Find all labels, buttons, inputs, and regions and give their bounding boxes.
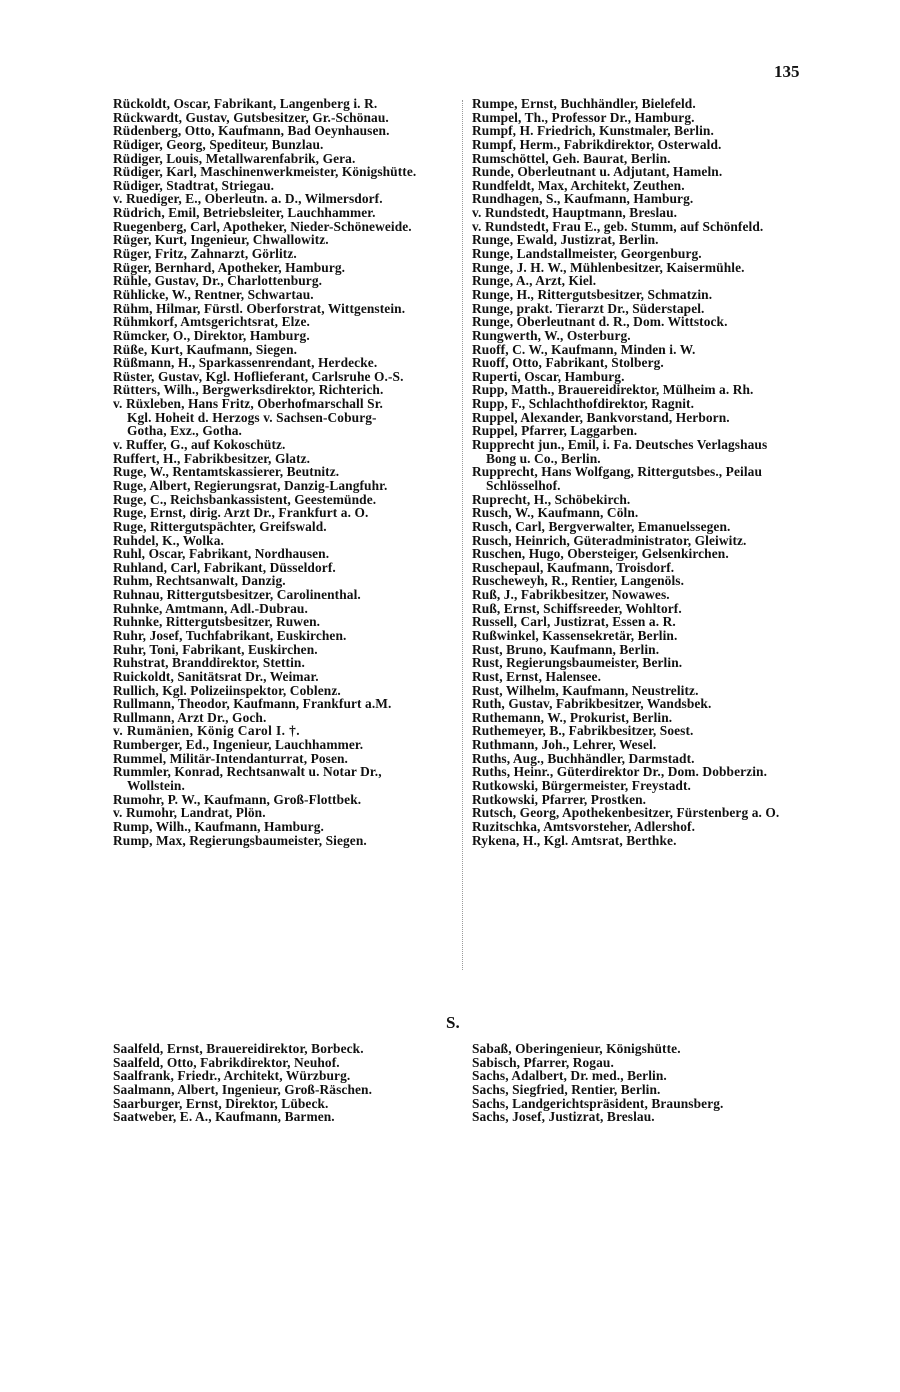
- entry-line: Rüdenberg, Otto, Kaufmann, Bad Oeynhausen.: [113, 123, 390, 139]
- entry-line: Ruhnau, Rittergutsbesitzer, Carolinenthal.: [113, 587, 361, 603]
- entry-line: Ruhm, Rechtsanwalt, Danzig.: [113, 573, 286, 589]
- directory-entry: [113, 465, 458, 479]
- entry-line: Rumpf, Herm., Fabrikdirektor, Osterwald.: [472, 136, 722, 152]
- directory-entry: [113, 711, 458, 725]
- entry-continuation-line: Bong u. Co., Berlin.: [486, 450, 601, 466]
- entry-line: Rupp, F., Schlachthofdirektor, Ragnit.: [472, 396, 695, 412]
- entry-line: Rust, Bruno, Kaufmann, Berlin.: [472, 641, 660, 657]
- directory-entry: [472, 111, 817, 125]
- entry-line: Saalmann, Albert, Ingenieur, Groß-Räschen.: [113, 1081, 373, 1097]
- directory-entry: [472, 1069, 817, 1083]
- entry-line: Rullmann, Theodor, Kaufmann, Frankfurt a.M.: [113, 696, 392, 712]
- directory-entry: [472, 315, 817, 329]
- entry-line: Rummler, Konrad, Rechtsanwalt u. Notar Dr.,: [113, 764, 382, 780]
- entry-line: Ruß, Ernst, Schiffsreeder, Wohltorf.: [472, 600, 682, 616]
- entry-line: Rühle, Gustav, Dr., Charlottenburg.: [113, 273, 323, 289]
- directory-entry: [472, 206, 817, 220]
- directory-entry: [472, 383, 817, 397]
- entry-line: Sabaß, Oberingenieur, Königshütte.: [472, 1041, 681, 1056]
- directory-entry: [113, 656, 458, 670]
- directory-entry: [113, 192, 458, 206]
- entry-line: Saalfeld, Ernst, Brauereidirektor, Borbeck.: [113, 1041, 364, 1056]
- entry-line: v. Rundstedt, Hauptmann, Breslau.: [472, 205, 678, 221]
- directory-entry: [113, 506, 458, 520]
- directory-entry: [472, 302, 817, 316]
- entry-line: Runge, Landstallmeister, Georgenburg.: [472, 246, 702, 262]
- directory-entry: [113, 124, 458, 138]
- directory-entry: [472, 765, 817, 779]
- directory-entry: [472, 670, 817, 684]
- directory-entry: [472, 561, 817, 575]
- entry-line: Rupprecht jun., Emil, i. Fa. Deutsches Verlagshaus: [472, 437, 768, 453]
- entry-line: Sachs, Siegfried, Rentier, Berlin.: [472, 1081, 661, 1097]
- entry-line: Ruhnke, Rittergutsbesitzer, Ruwen.: [113, 614, 321, 630]
- entry-line: Ruth, Gustav, Fabrikbesitzer, Wandsbek.: [472, 696, 712, 712]
- directory-entry: [113, 793, 458, 807]
- directory-entry: [472, 179, 817, 193]
- directory-entry: [113, 724, 458, 738]
- directory-entry: [113, 288, 458, 302]
- directory-entry: [472, 192, 817, 206]
- entry-line: Rüster, Gustav, Kgl. Hoflieferant, Carlsruhe O.-S.: [113, 368, 404, 384]
- directory-entry: [113, 356, 458, 370]
- entry-line: v. Rumänien, König Carol I. †.: [113, 723, 300, 739]
- directory-entry: [472, 1083, 817, 1097]
- entry-line: Ruthmann, Joh., Lehrer, Wesel.: [472, 737, 657, 753]
- directory-entry: [113, 152, 458, 166]
- page-number: 135: [774, 62, 800, 81]
- section-heading: S.: [446, 1013, 460, 1032]
- entry-continuation-line: Wollstein.: [127, 778, 185, 794]
- entry-line: Rüdiger, Georg, Spediteur, Bunzlau.: [113, 136, 324, 152]
- entry-line: Ruths, Aug., Buchhändler, Darmstadt.: [472, 750, 695, 766]
- directory-entry: [113, 1083, 458, 1097]
- directory-entry: [472, 356, 817, 370]
- directory-entry: [472, 806, 817, 820]
- entry-line: Rullich, Kgl. Polizeiinspektor, Coblenz.: [113, 682, 341, 698]
- directory-entry: [472, 247, 817, 261]
- entry-line: v. Ruediger, E., Oberleutn. a. D., Wilmersdorf.: [113, 191, 383, 207]
- entry-line: Rückoldt, Oscar, Fabrikant, Langenberg i. R.: [113, 96, 378, 111]
- entry-line: Ruß, J., Fabrikbesitzer, Nowawes.: [472, 587, 670, 603]
- directory-entry: [113, 302, 458, 316]
- directory-entry: [472, 152, 817, 166]
- entry-line: Rüdiger, Stadtrat, Striegau.: [113, 177, 275, 193]
- entry-line: Ruoff, C. W., Kaufmann, Minden i. W.: [472, 341, 696, 357]
- directory-entry: [113, 1042, 458, 1056]
- entry-line: Rüdiger, Karl, Maschinenwerkmeister, Königshütte.: [113, 164, 417, 180]
- directory-entry: [113, 397, 458, 438]
- entry-continuation-line: Schlösselhof.: [486, 477, 561, 493]
- entry-line: Ruppel, Pfarrer, Laggarben.: [472, 423, 638, 439]
- directory-entry: [113, 261, 458, 275]
- directory-entry: [113, 370, 458, 384]
- entry-line: Ruge, Rittergutspächter, Greifswald.: [113, 518, 327, 534]
- directory-entry: [113, 343, 458, 357]
- entry-line: Rückwardt, Gustav, Gutsbesitzer, Gr.-Schönau.: [113, 109, 389, 125]
- entry-line: Rühm, Hilmar, Fürstl. Oberforstrat, Wittgenstein.: [113, 300, 406, 316]
- directory-entry: [113, 165, 458, 179]
- directory-entry: [113, 1056, 458, 1070]
- entry-line: Rupp, Matth., Brauereidirektor, Mülheim a. Rh.: [472, 382, 754, 398]
- entry-line: Ruffert, H., Fabrikbesitzer, Glatz.: [113, 450, 311, 466]
- directory-entry: [472, 370, 817, 384]
- directory-entry: [472, 165, 817, 179]
- directory-entry: [472, 574, 817, 588]
- entry-line: Rummel, Militär-Intendanturrat, Posen.: [113, 750, 349, 766]
- directory-entry: [472, 820, 817, 834]
- entry-line: Ruegenberg, Carl, Apotheker, Nieder-Schöneweide.: [113, 218, 412, 234]
- entry-line: Rüger, Fritz, Zahnarzt, Görlitz.: [113, 246, 297, 262]
- entry-line: Ruhland, Carl, Fabrikant, Düsseldorf.: [113, 559, 336, 575]
- entry-line: Rumohr, P. W., Kaufmann, Groß-Flottbek.: [113, 791, 362, 807]
- directory-entry: [472, 656, 817, 670]
- entry-line: Ruge, Albert, Regierungsrat, Danzig-Langfuhr.: [113, 477, 388, 493]
- directory-entry: [472, 138, 817, 152]
- s-right-column: [472, 1042, 817, 1124]
- directory-entry: [113, 697, 458, 711]
- entry-line: Rusch, Carl, Bergverwalter, Emanuelssegen.: [472, 518, 731, 534]
- directory-entry: [113, 274, 458, 288]
- directory-entry: [472, 261, 817, 275]
- directory-entry: [472, 697, 817, 711]
- entry-line: Rüdiger, Louis, Metallwarenfabrik, Gera.: [113, 150, 356, 166]
- entry-line: Saarburger, Ernst, Direktor, Lübeck.: [113, 1095, 329, 1111]
- entry-line: Rußwinkel, Kassensekretär, Berlin.: [472, 627, 678, 643]
- directory-entry: [113, 247, 458, 261]
- entry-line: Runge, prakt. Tierarzt Dr., Süderstapel.: [472, 300, 705, 316]
- directory-entry: [472, 1042, 817, 1056]
- entry-line: Ruscheweyh, R., Rentier, Langenöls.: [472, 573, 685, 589]
- directory-entry: [113, 670, 458, 684]
- entry-line: Rühlicke, W., Rentner, Schwartau.: [113, 286, 314, 302]
- entry-line: Ruickoldt, Sanitätsrat Dr., Weimar.: [113, 668, 319, 684]
- column-divider: [462, 100, 463, 970]
- entry-line: v. Rumohr, Landrat, Plön.: [113, 805, 266, 821]
- entry-line: Rumpel, Th., Professor Dr., Hamburg.: [472, 109, 695, 125]
- entry-line: Ruthemann, W., Prokurist, Berlin.: [472, 709, 673, 725]
- entry-line: Rümcker, O., Direktor, Hamburg.: [113, 327, 310, 343]
- entry-line: Rumpe, Ernst, Buchhändler, Bielefeld.: [472, 96, 696, 111]
- directory-entry: [472, 615, 817, 629]
- directory-entry: [472, 438, 817, 465]
- entry-line: v. Rüxleben, Hans Fritz, Oberhofmarschall Sr.: [113, 396, 383, 412]
- entry-line: Runge, A., Arzt, Kiel.: [472, 273, 597, 289]
- entry-line: Ruge, C., Reichsbankassistent, Geestemünde.: [113, 491, 377, 507]
- directory-entry: [113, 752, 458, 766]
- entry-line: Ruperti, Oscar, Hamburg.: [472, 368, 625, 384]
- directory-entry: [472, 520, 817, 534]
- entry-line: Rumschöttel, Geh. Baurat, Berlin.: [472, 150, 671, 166]
- directory-entry: [113, 438, 458, 452]
- entry-line: Rüger, Kurt, Ingenieur, Chwallowitz.: [113, 232, 329, 248]
- directory-entry: [472, 629, 817, 643]
- directory-entry: [113, 97, 458, 111]
- directory-entry: [113, 479, 458, 493]
- directory-entry: [113, 1069, 458, 1083]
- entry-line: Ruhr, Josef, Tuchfabrikant, Euskirchen.: [113, 627, 347, 643]
- entry-line: v. Rundstedt, Frau E., geb. Stumm, auf Schönfeld.: [472, 218, 764, 234]
- entry-line: Rump, Max, Regierungsbaumeister, Siegen.: [113, 832, 367, 848]
- entry-line: Ruppel, Alexander, Bankvorstand, Herborn.: [472, 409, 730, 425]
- entry-line: Rullmann, Arzt Dr., Goch.: [113, 709, 267, 725]
- directory-entry: [472, 397, 817, 411]
- entry-line: Runge, J. H. W., Mühlenbesitzer, Kaisermühle.: [472, 259, 745, 275]
- directory-entry: [113, 765, 458, 792]
- entry-line: Rust, Ernst, Halensee.: [472, 668, 602, 684]
- entry-line: Saalfrank, Friedr., Architekt, Würzburg.: [113, 1068, 351, 1084]
- directory-entry: [472, 1056, 817, 1070]
- entry-line: Ruschepaul, Kaufmann, Troisdorf.: [472, 559, 675, 575]
- directory-entry: [113, 1097, 458, 1111]
- entry-line: v. Ruffer, G., auf Kokoschütz.: [113, 437, 286, 453]
- directory-entry: [472, 643, 817, 657]
- directory-entry: [113, 602, 458, 616]
- entry-line: Saatweber, E. A., Kaufmann, Barmen.: [113, 1109, 335, 1125]
- entry-line: Saalfeld, Otto, Fabrikdirektor, Neuhof.: [113, 1054, 340, 1070]
- entry-line: Rungwerth, W., Osterburg.: [472, 327, 631, 343]
- entry-line: Rüdrich, Emil, Betriebsleiter, Lauchhammer.: [113, 205, 376, 221]
- directory-entry: [472, 329, 817, 343]
- entry-line: Rutsch, Georg, Apothekenbesitzer, Fürstenberg a. O.: [472, 805, 780, 821]
- directory-entry: [472, 1110, 817, 1124]
- entry-line: Sabisch, Pfarrer, Rogau.: [472, 1054, 614, 1070]
- directory-entry: [472, 1097, 817, 1111]
- entry-line: Rump, Wilh., Kaufmann, Hamburg.: [113, 818, 324, 834]
- entry-line: Rüße, Kurt, Kaufmann, Siegen.: [113, 341, 298, 357]
- directory-entry: [113, 629, 458, 643]
- entry-line: Rüßmann, H., Sparkassenrendant, Herdecke.: [113, 355, 378, 371]
- directory-entry: [472, 602, 817, 616]
- entry-line: Rundfeldt, Max, Architekt, Zeuthen.: [472, 177, 685, 193]
- left-column: [113, 97, 458, 847]
- directory-entry: [472, 547, 817, 561]
- entry-line: Sachs, Josef, Justizrat, Breslau.: [472, 1109, 655, 1125]
- entry-line: Rupprecht, Hans Wolfgang, Rittergutsbes., Peilau: [472, 464, 762, 480]
- directory-entry: [472, 779, 817, 793]
- directory-entry: [113, 806, 458, 820]
- directory-entry: [472, 343, 817, 357]
- entry-continuation-line: Gotha, Exz., Gotha.: [127, 423, 242, 439]
- entry-line: Runge, Ewald, Justizrat, Berlin.: [472, 232, 659, 248]
- entry-line: Rumberger, Ed., Ingenieur, Lauchhammer.: [113, 737, 364, 753]
- directory-entry: [472, 506, 817, 520]
- entry-line: Ruhr, Toni, Fabrikant, Euskirchen.: [113, 641, 318, 657]
- entry-line: Ruprecht, H., Schöbekirch.: [472, 491, 631, 507]
- directory-entry: [472, 424, 817, 438]
- entry-line: Sachs, Landgerichtspräsident, Braunsberg.: [472, 1095, 724, 1111]
- directory-entry: [113, 547, 458, 561]
- directory-entry: [113, 206, 458, 220]
- directory-entry: [113, 179, 458, 193]
- directory-entry: [113, 820, 458, 834]
- directory-entry: [113, 138, 458, 152]
- directory-entry: [113, 493, 458, 507]
- directory-entry: [472, 124, 817, 138]
- entry-line: Ruge, Ernst, dirig. Arzt Dr., Frankfurt a. O.: [113, 505, 369, 521]
- directory-entry: [113, 329, 458, 343]
- entry-line: Ruge, W., Rentamtskassierer, Beutnitz.: [113, 464, 340, 480]
- directory-entry: [113, 561, 458, 575]
- directory-entry: [472, 834, 817, 848]
- entry-line: Rundhagen, S., Kaufmann, Hamburg.: [472, 191, 694, 207]
- entry-line: Rusch, W., Kaufmann, Cöln.: [472, 505, 639, 521]
- entry-line: Ruhdel, K., Wolka.: [113, 532, 224, 548]
- directory-entry: [472, 793, 817, 807]
- entry-line: Ruoff, Otto, Fabrikant, Stolberg.: [472, 355, 664, 371]
- directory-entry: [113, 383, 458, 397]
- directory-entry: [113, 643, 458, 657]
- directory-entry: [113, 1110, 458, 1124]
- entry-line: Ruzitschka, Amtsvorsteher, Adlershof.: [472, 818, 696, 834]
- directory-entry: [472, 97, 817, 111]
- directory-entry: [472, 493, 817, 507]
- directory-entry: [472, 738, 817, 752]
- s-left-column: [113, 1042, 458, 1124]
- directory-entry: [472, 534, 817, 548]
- directory-entry: [113, 574, 458, 588]
- entry-line: Rühmkorf, Amtsgerichtsrat, Elze.: [113, 314, 310, 330]
- directory-entry: [113, 615, 458, 629]
- entry-line: Rütters, Wilh., Bergwerksdirektor, Richterich.: [113, 382, 384, 398]
- directory-entry: [472, 411, 817, 425]
- entry-line: Ruhnke, Amtmann, Adl.-Dubrau.: [113, 600, 308, 616]
- entry-line: Russell, Carl, Justizrat, Essen a. R.: [472, 614, 676, 630]
- directory-entry: [113, 588, 458, 602]
- entry-line: Runge, H., Rittergutsbesitzer, Schmatzin.: [472, 286, 713, 302]
- directory-entry: [113, 834, 458, 848]
- directory-entry: [472, 274, 817, 288]
- entry-line: Rusch, Heinrich, Güteradministrator, Gleiwitz.: [472, 532, 747, 548]
- directory-entry: [113, 315, 458, 329]
- entry-line: Rutkowski, Pfarrer, Prostken.: [472, 791, 647, 807]
- directory-entry: [113, 684, 458, 698]
- entry-line: Ruths, Heinr., Güterdirektor Dr., Dom. Dobberzin.: [472, 764, 768, 780]
- directory-entry: [113, 220, 458, 234]
- entry-line: Rutkowski, Bürgermeister, Freystadt.: [472, 778, 691, 794]
- directory-entry: [113, 738, 458, 752]
- entry-line: Ruthemeyer, B., Fabrikbesitzer, Soest.: [472, 723, 694, 739]
- directory-entry: [472, 724, 817, 738]
- entry-line: Rykena, H., Kgl. Amtsrat, Berthke.: [472, 832, 677, 848]
- directory-entry: [472, 684, 817, 698]
- directory-entry: [472, 288, 817, 302]
- entry-line: Rumpf, H. Friedrich, Kunstmaler, Berlin.: [472, 123, 714, 139]
- entry-line: Runge, Oberleutnant d. R., Dom. Wittstock.: [472, 314, 728, 330]
- directory-entry: [472, 465, 817, 492]
- entry-line: Rust, Regierungsbaumeister, Berlin.: [472, 655, 683, 671]
- directory-entry: [472, 588, 817, 602]
- entry-line: Runde, Oberleutnant u. Adjutant, Hameln.: [472, 164, 723, 180]
- entry-continuation-line: Kgl. Hoheit d. Herzogs v. Sachsen-Coburg-: [127, 409, 377, 425]
- entry-line: Ruschen, Hugo, Obersteiger, Gelsenkirchen.: [472, 546, 729, 562]
- directory-entry: [472, 220, 817, 234]
- right-column: [472, 97, 817, 847]
- entry-line: Ruhstrat, Branddirektor, Stettin.: [113, 655, 305, 671]
- entry-line: Rüger, Bernhard, Apotheker, Hamburg.: [113, 259, 346, 275]
- directory-entry: [113, 452, 458, 466]
- entry-line: Sachs, Adalbert, Dr. med., Berlin.: [472, 1068, 667, 1084]
- entry-line: Ruhl, Oscar, Fabrikant, Nordhausen.: [113, 546, 330, 562]
- directory-entry: [472, 711, 817, 725]
- directory-entry: [472, 752, 817, 766]
- directory-entry: [113, 233, 458, 247]
- directory-entry: [113, 111, 458, 125]
- entry-line: Rust, Wilhelm, Kaufmann, Neustrelitz.: [472, 682, 699, 698]
- directory-entry: [472, 233, 817, 247]
- directory-entry: [113, 520, 458, 534]
- directory-entry: [113, 534, 458, 548]
